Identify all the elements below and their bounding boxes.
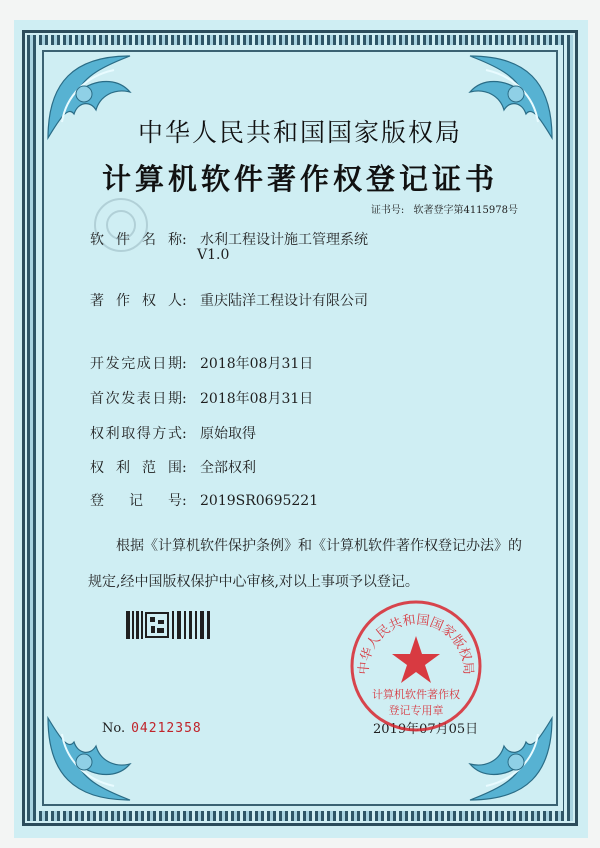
statement-line-1-text: 根据《计算机软件保护条例》和《计算机软件著作权登记办法》的 — [116, 538, 522, 554]
field-software-name: 软件名称: 水利工程设计施工管理系统 — [90, 229, 368, 249]
acquisition-method-label: 权利取得方式 — [90, 426, 182, 442]
registration-number-value: 2019SR0695221 — [200, 493, 319, 509]
field-registration-number: 登记号: 2019SR0695221 — [90, 490, 318, 510]
seal-arc-text: 中华人民共和国国家版权局 — [356, 612, 476, 676]
certificate-title: 计算机软件著作权登记证书 — [101, 162, 498, 196]
field-completion-date: 开发完成日期: 2018年08月31日 — [90, 353, 313, 373]
issue-date: 2019年07月05日 — [373, 722, 479, 737]
completion-date-label: 开发完成日期 — [90, 356, 182, 372]
completion-date-value: 2018年08月31日 — [200, 356, 314, 372]
first-publication-date-label: 首次发表日期 — [90, 391, 182, 407]
copyright-holder-value: 重庆陆洋工程设计有限公司 — [200, 293, 368, 309]
field-acquisition-method: 权利取得方式: 原始取得 — [90, 423, 256, 443]
registration-number-label: 登记号 — [90, 493, 182, 509]
serial-number-value: 04212358 — [131, 721, 202, 736]
issuing-authority-title: 中华人民共和国国家版权局 — [137, 118, 462, 147]
official-red-seal — [348, 598, 484, 734]
faint-emblem-watermark — [86, 190, 156, 260]
rights-scope-label: 权利范围 — [90, 460, 182, 476]
seal-line-1: 计算机软件著作权 — [372, 688, 460, 701]
statement-paragraph — [88, 528, 548, 600]
field-first-publication-date: 首次发表日期: 2018年08月31日 — [90, 388, 313, 408]
serial-number-label: No. — [102, 721, 126, 736]
field-rights-scope: 权利范围: 全部权利 — [90, 457, 256, 477]
field-copyright-holder: 著作权人: 重庆陆洋工程设计有限公司 — [90, 290, 368, 310]
barcode-qr-strip — [126, 611, 212, 639]
software-name-label: 软件名称 — [90, 232, 182, 248]
seal-line-2: 登记专用章 — [388, 704, 444, 717]
copyright-holder-label: 著作权人 — [90, 293, 182, 309]
statement-line-2: 规定,经中国版权保护中心审核,对以上事项予以登记。 — [88, 574, 419, 590]
software-name-value: 水利工程设计施工管理系统 — [200, 232, 368, 248]
statement-line-1 — [88, 528, 548, 564]
software-version: V1.0 — [197, 247, 230, 263]
seal-star-icon — [392, 636, 440, 683]
certificate-number-label: 证书号: — [370, 205, 405, 216]
certificate-number-value: 软著登字第4115978号 — [413, 205, 518, 216]
certificate-number — [365, 201, 518, 216]
serial-number — [102, 721, 202, 736]
acquisition-method-value: 原始取得 — [200, 426, 256, 442]
first-publication-date-value: 2018年08月31日 — [200, 391, 314, 407]
rights-scope-value: 全部权利 — [200, 460, 256, 476]
